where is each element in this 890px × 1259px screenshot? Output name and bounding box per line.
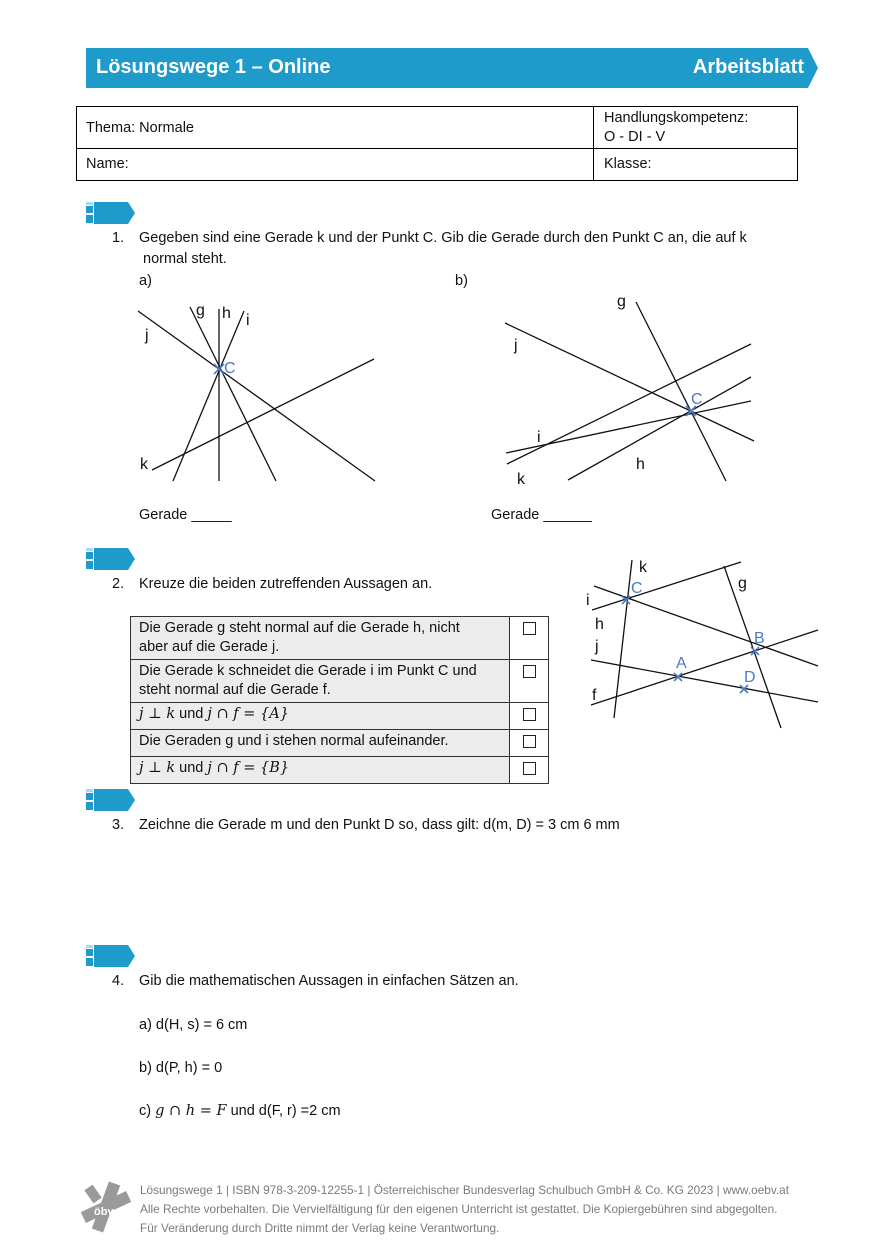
topic-label: Thema: Normale [86,120,194,136]
fig2-label-b: B [754,630,765,647]
header-title: Lösungswege 1 – Online [96,56,331,78]
task4-item-a: a) d(H, s) = 6 cm [139,1017,248,1033]
fig2-label-j: j [595,638,599,655]
task4-text: Gib die mathematischen Aussagen in einfachen Sätzen an. [139,973,519,989]
task1-text-line1: Gegeben sind eine Gerade k und der Punkt C. Gib die Gerade durch den Punkt C an, die auf k [139,230,747,246]
header-doc-type: Arbeitsblatt [692,56,804,78]
fig-b-label-i: i [537,429,541,446]
task4-item-c: c) g ∩ h = F und d(F, r) =2 cm [139,1103,341,1119]
fig-b-label-j: j [514,337,518,354]
competence-label: Handlungskompetenz: [604,110,749,126]
task-marker-4 [86,945,134,967]
fig-b-label-k: k [517,471,525,488]
fig-a-label-i: i [246,312,250,329]
fig2-line-i [592,562,741,610]
task-marker-3 [86,789,134,811]
statement-row: j ⊥ k und j ∩ f = {B} [131,757,549,784]
fig2-line-g [724,566,781,728]
task2-text: Kreuze die beiden zutreffenden Aussagen an. [139,576,433,592]
publisher-logo [80,1180,132,1234]
statement-row: j ⊥ k und j ∩ f = {A} [131,703,549,730]
fig2-label-a: A [676,655,687,672]
fig-b-label-g: g [617,293,626,310]
footer-line-3: Für Veränderung durch Dritte nimmt der Verlag keine Verantwortung. [140,1221,500,1235]
fig-a-label-g: g [196,302,205,319]
task1-a-label: a) [139,273,152,289]
fig2-line-j [591,660,818,702]
task1-number: 1. [112,230,125,246]
statement-row: Die Gerade g steht normal auf die Gerade h, nicht aber auf die Gerade j. [131,617,549,660]
task1-b-answer[interactable]: Gerade ______ [491,507,592,523]
fig2-label-d: D [744,669,756,686]
task1-text-line2: normal steht. [143,251,227,267]
fig-b-label-h: h [636,456,645,473]
fig2-label-f: f [592,687,597,704]
task1-a-answer[interactable]: Gerade _____ [139,507,232,523]
task3-number: 3. [112,817,125,833]
name-field: Name: [86,156,129,172]
statement-row: Die Geraden g und i stehen normal aufeinander. [131,730,549,757]
class-field: Klasse: [604,156,652,172]
competence-value: O - DI - V [604,129,666,145]
task4-item-b: b) d(P, h) = 0 [139,1060,223,1076]
footer-line-1: Lösungswege 1 | ISBN 978-3-209-12255-1 | Österreichischer Bundesverlag Schulbuch GmbH & Co. KG 2023 | www.oebv.at [140,1183,789,1197]
fig-a-label-c: C [224,360,236,377]
fig-a-label-j: j [145,327,149,344]
fig-b-label-c: C [691,391,703,408]
fig2-label-g: g [738,575,747,592]
task4-number: 4. [112,973,125,989]
footer-text [140,1181,789,1238]
fig2-line-f [591,630,818,705]
fig2-label-h: h [595,616,604,633]
fig2-label-i: i [586,592,590,609]
fig2-label-k: k [639,559,647,576]
footer-line-2: Alle Rechte vorbehalten. Die Vervielfältigung für den eigenen Unterricht ist gestattet. Die Kopiergebühren sind abgegolten. [140,1202,778,1216]
statement-row: Die Gerade k schneidet die Gerade i im Punkt C und steht normal auf die Gerade f. [131,660,549,703]
task1-b-label: b) [455,273,468,289]
task2-number: 2. [112,576,125,592]
task3-text: Zeichne die Gerade m und den Punkt D so, dass gilt: d(m, D) = 3 cm 6 mm [139,817,620,833]
fig-a-label-k: k [140,456,148,473]
publisher-logo-text: öbv [94,1206,114,1218]
fig2-label-c: C [631,580,643,597]
fig-a-label-h: h [222,305,231,322]
